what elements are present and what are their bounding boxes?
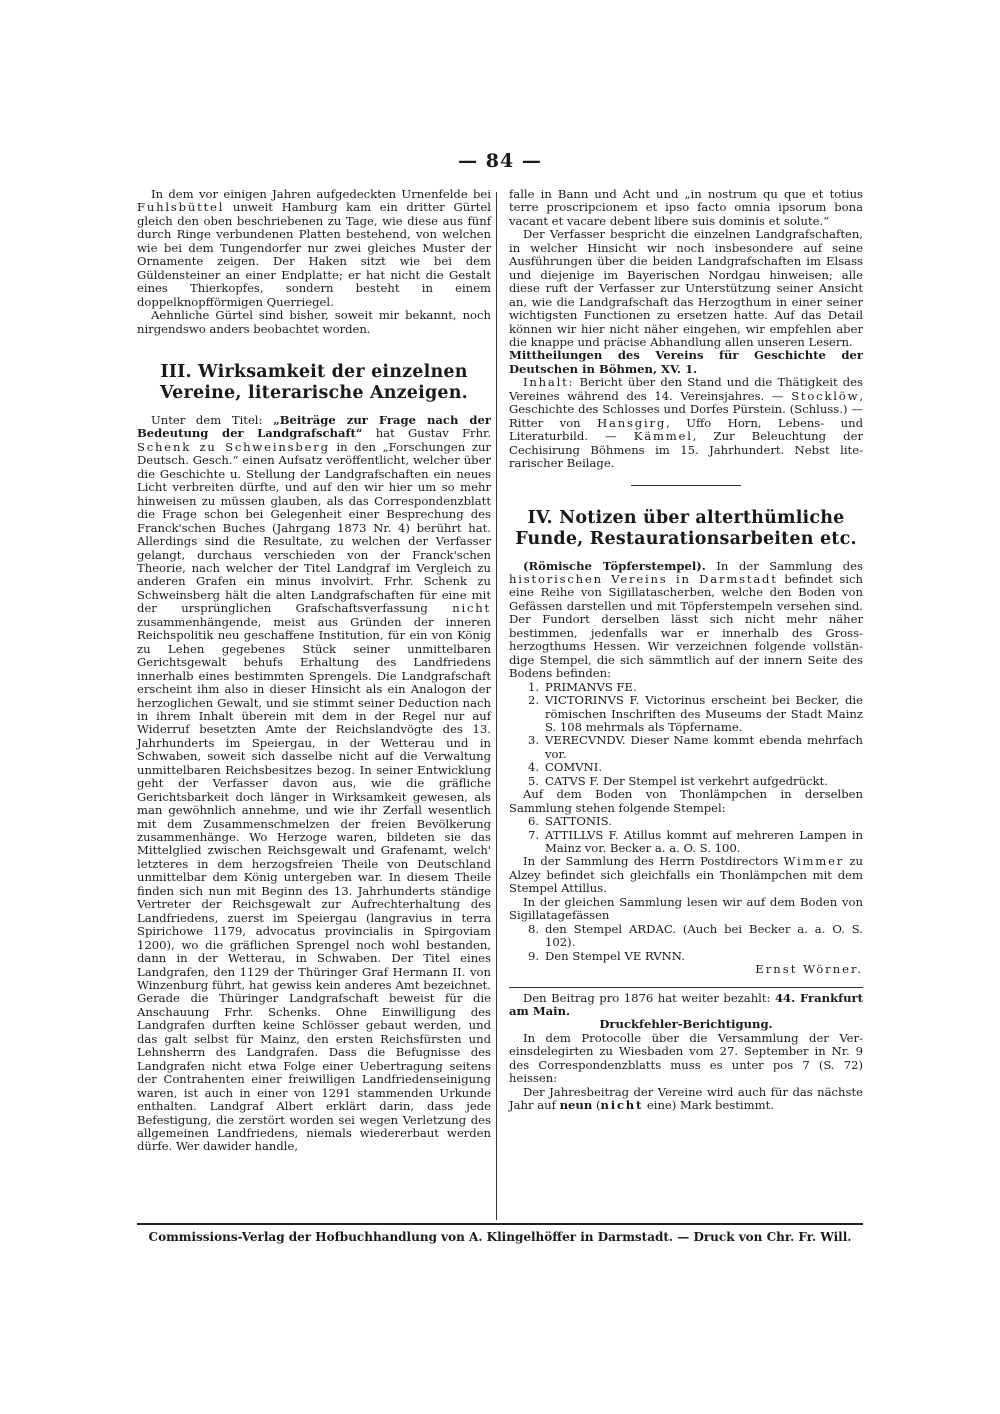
errata-heading: Druckfehler-Berichtigung. <box>599 1017 773 1032</box>
author-name: Kämmel <box>633 429 693 444</box>
text: , Geschichte des Schlosses und Dorfes Pürstein. (Schluss.) — Ritter von <box>509 388 863 430</box>
stamp-list-item <box>509 681 863 694</box>
stamp-list-item <box>509 761 863 774</box>
text: unweit Hamburg kam ein dritter Gürtel gleich den oben beschriebenen zu Tage, wie diese aus fünf durch Ringe verbundenen Platten bestehend, von welchen wie bei dem Tungendorfer nur zwei gleiches Muster der Ornamente zeigen. Der Haken sitzt wie bei dem Güldensteiner an einer Endplatte; er hat nicht die Gestalt eines Thierkopfes, sondern besteht in einem doppelknopfförmigen Querriegel. <box>137 200 491 309</box>
item-text: den Stempel ARDAC. (Auch bei Becker a. a. O. S. 102). <box>545 921 863 950</box>
item-number: 6. <box>527 814 539 829</box>
author-name: Stocklöw <box>791 388 860 403</box>
text: , Uffo Horn, Lebens- und Literaturbild. — <box>509 415 863 444</box>
divider <box>509 987 863 988</box>
item-number: 2. <box>527 693 539 708</box>
page-number: — 84 — <box>458 150 542 172</box>
paragraph <box>509 560 863 681</box>
payer: 44. Frankfurt am Main. <box>509 990 863 1019</box>
item-number: 4. <box>527 760 539 775</box>
footer-rule <box>137 1223 863 1225</box>
stamp-list-item <box>509 775 863 788</box>
text: In der Sammlung des <box>705 558 863 573</box>
paragraph <box>509 992 863 1019</box>
item-text: SATTONIS. <box>545 814 612 829</box>
stamp-list <box>509 681 863 789</box>
stamp-list-item <box>509 923 863 950</box>
place-name: Fuhlsbüttel <box>137 200 225 215</box>
text: hat Gustav Frhr. <box>362 426 491 441</box>
item-number: 7. <box>527 827 539 842</box>
stamp-list <box>509 815 863 855</box>
text: , Zur Beleuchtung der Cechisirung Böhmens im 15. Jahrhundert. Nebst literarischer Beilage. <box>509 429 863 471</box>
publisher-footer: Commissions-Verlag der Hofbuchhandlung von A. Klingelhöffer in Darmstadt. — Druck von Chr. Fr. Will. <box>148 1230 852 1244</box>
author-name: Schenk zu Schweinsberg <box>137 439 330 454</box>
item-text: CATVS F. Der Stempel ist verkehrt aufgedrückt. <box>545 773 828 788</box>
paragraph: Auf dem Boden von Thonlämpchen in derselben Sammlung stehen folgende Stempel: <box>509 787 863 815</box>
society-name: historischen Vereins in Darmstadt <box>509 571 778 586</box>
text: ( <box>592 1098 601 1113</box>
item-text: PRIMANVS FE. <box>545 679 637 694</box>
paragraph: falle in Bann und Acht und „in nostrum qu que et totius terre proscripcionem et ipso facto omnia ipsorum bona vacant et vacare debent libere suis dominis et solute.“ <box>509 187 863 228</box>
stamp-list-item <box>509 829 863 856</box>
stamp-list-item <box>509 950 863 963</box>
work-title: „Beiträge zur Frage nach der Bedeutung der Landgrafschaft“ <box>137 412 491 441</box>
text: In dem vor einigen Jahren aufgedeckten Urnenfelde bei <box>151 187 491 201</box>
stamp-list-item <box>509 815 863 828</box>
label: (Römische Töpferstempel). <box>523 558 706 573</box>
item-text: Den Stempel VE RVNN. <box>545 948 685 963</box>
text: In der Sammlung des Herrn Postdirectors <box>523 854 784 869</box>
item-number: 9. <box>527 948 539 963</box>
paragraph: Der Verfasser bespricht die einzelnen Landgrafschaften, in welcher Hinsicht wir noch insbesondere auf seine Ausführungen über die beiden Landgrafschaften im Elsass und diejenige im Bayerischen Nordgau hinweisen; alle diese ruft der Verfasser zur Unterstützung seiner Ansicht an, wie die Landgrafschaft das Herzogthum in einer seiner wichtigsten Functionen zu ersetzen hatte. Auf das Detail können wir hier nicht näher eingehen, wir empfehlen aber die knappe und präcise Abhandlung allen unseren Lesern. <box>509 227 863 349</box>
paragraph: In dem Protocolle über die Versammlung der Vereinsdelegirten zu Wiesbaden vom 27. September in Nr. 9 des Correspondenzblatts muss es unter pos 7 (S. 72) heissen: <box>509 1030 863 1086</box>
section-divider <box>631 485 741 486</box>
paragraph <box>509 1086 863 1113</box>
text: zu Alzey befindet sich gleichfalls ein Thonlämpchen mit dem Stempel Attillus. <box>509 854 863 896</box>
left-column <box>137 188 491 1154</box>
section-heading-iii: III. Wirksamkeit der einzelnen Vereine, literarische Anzeigen. <box>160 361 468 403</box>
stamp-list-item <box>509 694 863 734</box>
paragraph <box>137 188 491 309</box>
right-column <box>509 188 863 1113</box>
text: Der Jahresbeitrag der Vereine wird auch für das nächste Jahr auf <box>509 1084 863 1113</box>
item-text: VICTORINVS F. Victorinus erscheint bei Becker, die römischen Inschriften des Museums der Stadt Mainz S. 108 mehrmals als Töpfername. <box>545 693 863 734</box>
person-name: Wimmer <box>783 854 845 869</box>
stamp-list <box>509 923 863 963</box>
text: Bericht über den Stand und die Thätigkeit des Vereines während des 14. Vereinsjahres. — <box>509 375 863 403</box>
text: eine) Mark bestimmt. <box>643 1098 774 1113</box>
item-text: VERECVNDV. Dieser Name kommt ebenda mehrfach vor. <box>545 733 863 761</box>
column-divider <box>496 192 497 1220</box>
text: in den „Forschungen zur Deutsch. Gesch.“ einen Aufsatz veröffentlicht, welcher über die Geschichte u. Stellung der Landgrafschaften ein neues Licht verbreiten dürfte, und auf den wir hier um so mehr hinweisen zu müssen glauben, als das Correspondenzblatt die Frage schon bei Gelegenheit einer Besprechung des Franck'schen Buches (Jahrgang 1873 Nr. 4) berührt hat. Allerdings sind die Resultate, zu welchen der Verfasser gelangt, durchaus verschieden von der Franck'schen Theorie, nach welcher der Titel Landgraf im Vergleich zu anderen Grafen ein minus involvirt. Frhr. Schenk zu Schweinsberg hält die alten Landgrafschaften für eine mit der ursprünglichen Grafschaftsverfassung <box>137 439 491 616</box>
paragraph <box>137 414 491 1154</box>
section-heading-iv: IV. Notizen über alterthümliche Funde, Restaurationsarbeiten etc. <box>515 507 857 549</box>
stamp-list-item <box>509 734 863 761</box>
label: Inhalt: <box>523 375 575 390</box>
text: Unter dem Titel: <box>151 412 274 427</box>
emphasis: nicht <box>452 601 491 616</box>
text: Den Beitrag pro 1876 hat weiter bezahlt: <box>523 990 775 1005</box>
emphasis: neun <box>559 1098 593 1113</box>
paragraph <box>509 376 863 470</box>
item-text: ATTILLVS F. Atillus kommt auf mehreren Lampen in Mainz vor. Becker a. a. O. S. 100. <box>545 827 863 856</box>
text: zusammenhängende, meist aus Gründen der inneren Reichspolitik neu geschaffene Institution, für ein von König zu Lehen gegebenes Stück seiner unmittelbaren Gerichtsgewalt behufs Erhaltung des Landfriedens innerhalb eines bestimmten Sprengels. Die Landgrafschaft erscheint ihm also in dieser Hinsicht als ein Analogon der herzoglichen Gewalt, und sie stimmt seiner Deduction nach in ihrem Inhalt überein mit dem in der Regel nur auf Widerruf besetzten Amte der Reichslandvögte des 13. Jahrhunderts im Speiergau, in der Wetterau und in Schwaben, soweit sich dasselbe nicht auf die Verwaltung unmittelbaren Reichsbesitzes bezog. In seiner Entwicklung geht der Verfasser davon aus, wie die gräfliche Gerichtsbarkeit doch länger in Wirksamkeit gewesen, als man gewöhnlich annehme, und wie ihr Zerfall wesentlich mit dem Zusammenschmelzen der freien Bevölkerung zusammenhänge. Wo Herzoge waren, bildeten sie das Mittelglied zwischen Reichsgewalt und Grafenamt, welch' letzteres in dem herzogsfreien Theile von Deutschland unmittelbar dem König untergeben war. In diesem Theile finden sich nun mit Beginn des 13. Jahrhunderts ständige Vertreter der Reichsgewalt zur Aufrechterhaltung des Landfriedens, zuerst im Speiergau (langravius in terra Spirichowe 1179, advocatus provincialis in Spirgoviam 1200), wo die gräflichen Sprengel noch wohl bestanden, dann in der Wetterau, in Schwaben. Der Titel eines Landgrafen, den 1129 der Thüringer Graf Hermann II. von Winzenburg führt, hat gewiss kein anderes Amt bezeichnet. Gerade die Thüringer Landgrafschaft beweist für die Anschauung Frhr. Schenks. Ohne Einwilligung des Landgrafen durften keine Schlösser gebaut werden, und das galt selbst für Mainz, den ersten Reichsfürsten und Lehnsherrn des Landgrafen. Dass die Befugnisse des Landgrafen nicht etwa Folge einer Uebertragung seitens der Contrahenten einer freiwilligen Landfriedenseinigung waren, ist auch in einer von 1291 stammenden Urkunde enthalten. Landgraf Albert erklärt darin, dass jede Befestigung, die zerstört worden sei wegen Verletzung des allgemeinen Landfriedens, niemals wiedererbaut werden dürfe. Wer dawider handle, <box>137 614 491 1154</box>
item-text: COMVNI. <box>545 760 603 775</box>
paragraph: In der gleichen Sammlung lesen wir auf dem Boden von Sigillatagefässen <box>509 894 863 923</box>
item-number: 1. <box>527 679 539 694</box>
paragraph: Aehnliche Gürtel sind bisher, soweit mir bekannt, noch nirgendswo anders beobachtet worden. <box>137 308 491 336</box>
author-name: Hansgirg <box>597 415 667 430</box>
item-number: 8. <box>527 921 539 936</box>
journal-heading: Mittheilungen des Vereins für Geschichte der Deutschen in Böhmen, XV. 1. <box>509 348 863 376</box>
paragraph <box>509 855 863 895</box>
signature: Ernst Wörner. <box>755 962 863 977</box>
item-number: 5. <box>527 773 539 788</box>
item-number: 3. <box>527 733 539 748</box>
emphasis: nicht <box>600 1098 644 1113</box>
text: befindet sich eine Reihe von Sigillatascherben, welche den Boden von Gefässen darstellen und mit Töpferstempeln versehen sind. Der Fundort derselben lässt sich nicht mehr näher bestimmen, jedenfalls war er innerhalb des Grossherzogthums Hessen. Wir verzeichnen folgende vollständige Stempel, die sich sämmtlich auf der innern Seite des Bodens befinden: <box>509 571 863 681</box>
